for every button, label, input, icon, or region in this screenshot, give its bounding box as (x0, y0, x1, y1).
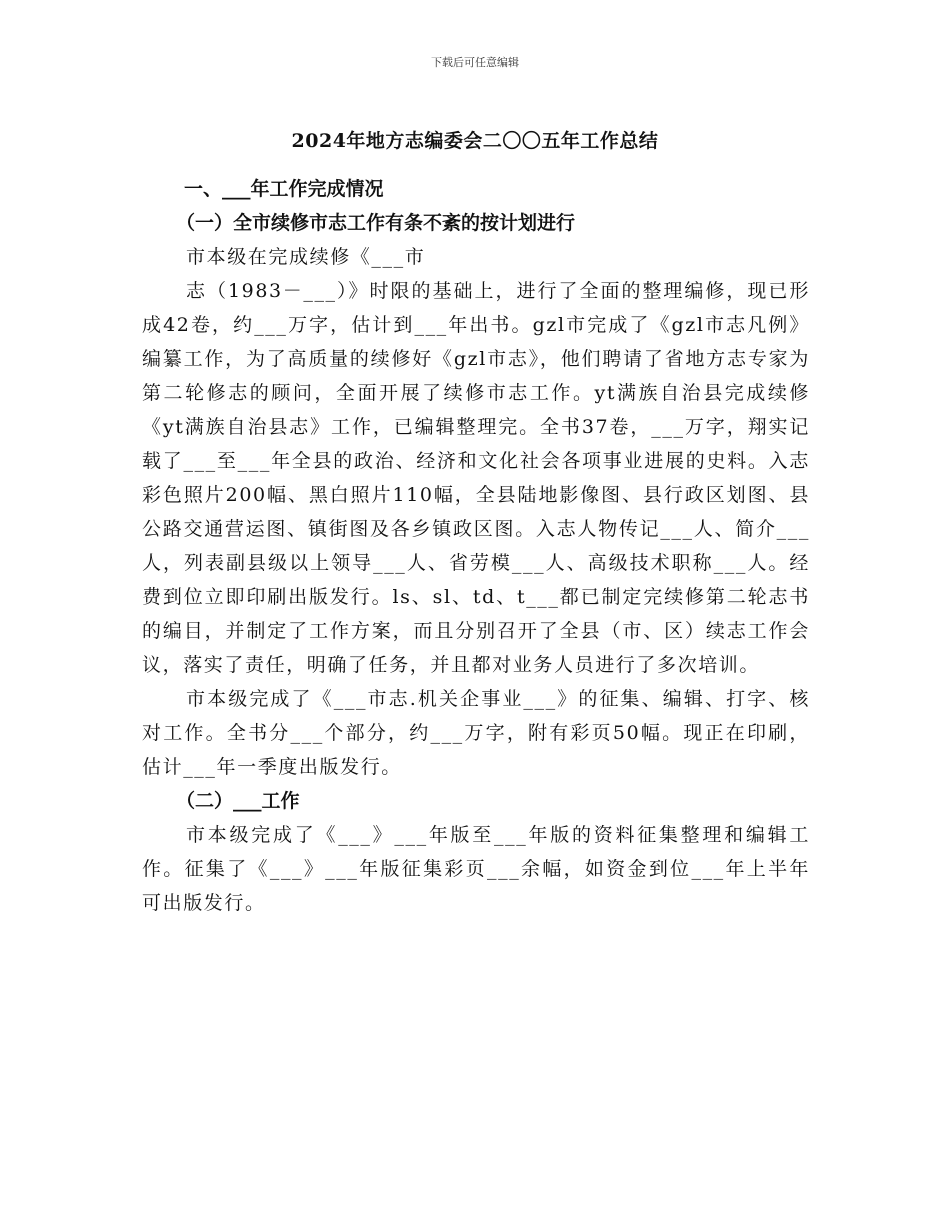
section-heading-1: 一、___年工作完成情况 (184, 178, 384, 200)
document-title: 2024年地方志编委会二〇〇五年工作总结 (291, 130, 659, 152)
document-body (142, 172, 810, 920)
page-header-note: 下载后可任意编辑 (431, 56, 519, 69)
paragraph-3: 市本级完成了《___》___年版至___年版的资料征集整理和编辑工作。征集了《___》___年版征集彩页___余幅，如资金到位___年上半年可出版发行。 (142, 824, 810, 914)
paragraph-1-line-1: 市本级在完成续修《___市 (186, 246, 426, 268)
subsection-heading-1: （一）全市续修市志工作有条不紊的按计划进行 (176, 212, 576, 234)
paragraph-1: 志（1983－___）》时限的基础上，进行了全面的整理编修，现已形成42卷，约___万字，估计到___年出书。gzl市完成了《gzl市志凡例》编纂工作，为了高质量的续修好《gzl市志》，他们聘请了省地方志专家为第二轮修志的顾问，全面开展了续修市志工作。yt满族自治县完成续修《yt满族自治县志》工作，已编辑整理完。全书37卷，___万字，翔实记载了___至___年全县的政治、经济和文化社会各项事业进展的史料。入志彩色照片200幅、黑白照片110幅，全县陆地影像图、县行政区划图、县公路交通营运图、镇街图及各乡镇政区图。入志人物传记___人、简介___人，列表副县级以上领导___人、省劳模___人、高级技术职称___人。经费到位立即印刷出版发行。ls、sl、td、t___都已制定完续修第二轮志书的编目，并制定了工作方案，而且分别召开了全县（市、区）续志工作会议，落实了责任，明确了任务，并且都对业务人员进行了多次培训。 (142, 280, 810, 676)
subsection-heading-2: （二）___工作 (176, 790, 300, 812)
paragraph-2: 市本级完成了《___市志.机关企事业___》的征集、编辑、打字、核对工作。全书分___个部分，约___万字，附有彩页50幅。现正在印刷，估计___年一季度出版发行。 (142, 688, 810, 778)
